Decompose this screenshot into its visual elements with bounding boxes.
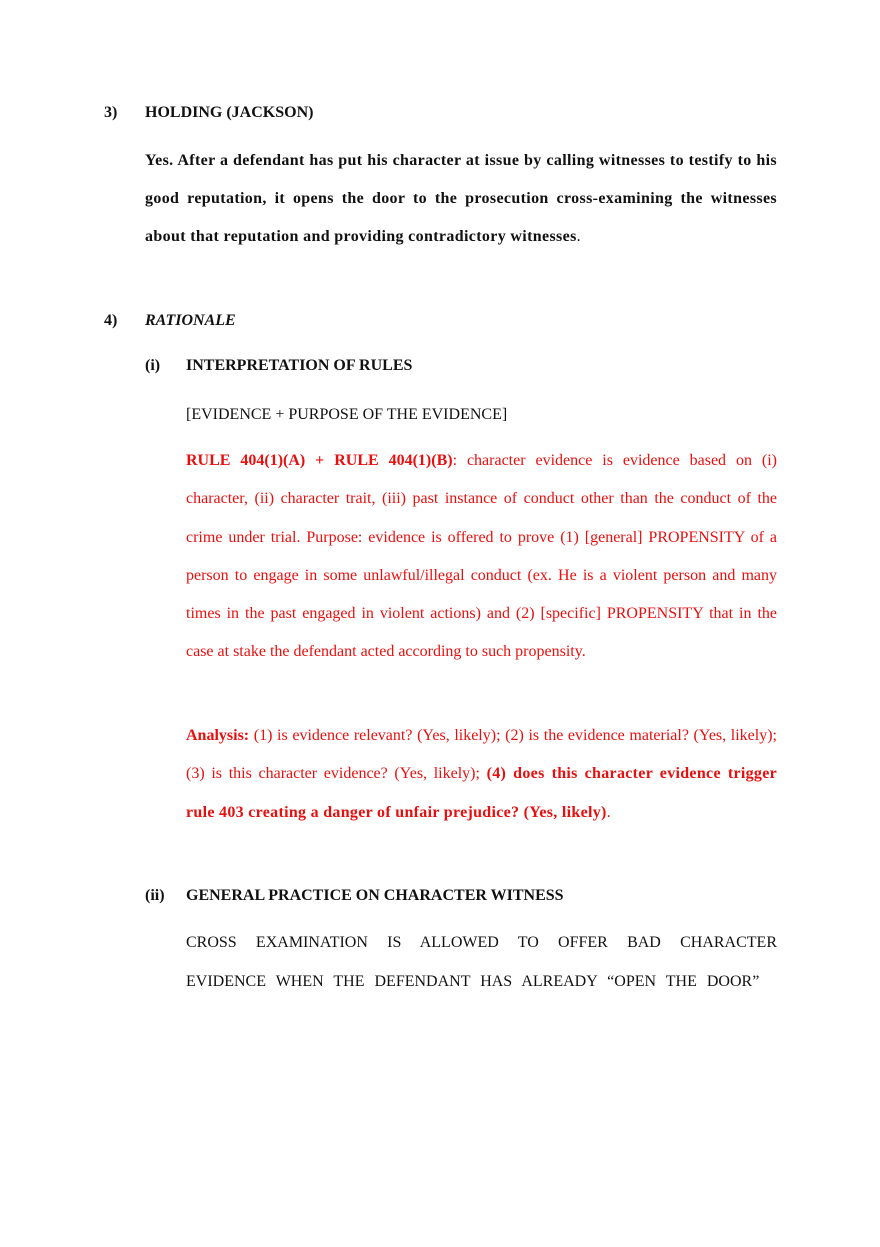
general-practice-paragraph: CROSS EXAMINATION IS ALLOWED TO OFFER BAD CHARACTER EVIDENCE WHEN THE DEFENDANT HAS ALREADY “OPEN THE DOOR”	[186, 934, 777, 990]
subsection-number-i: (i)	[145, 357, 161, 374]
section-heading-rationale: RATIONALE	[145, 312, 236, 329]
rule-404-text: : character evidence is evidence based on (i) character, (ii) character trait, (iii) past instance of conduct other than the conduct of the crime under trial. Purpose: evidence is offered to prove (1) [general] PROPENSITY of a person to engage in some unlawful/illegal conduct (ex. He is a violent person and many times in the past engaged in violent actions) and (2) [specific] PROPENSITY that in the case at stake the defendant acted according to such propensity.	[186, 452, 778, 661]
rule-404-paragraph	[186, 442, 777, 672]
holding-period: .	[576, 228, 582, 246]
bracket-note: [EVIDENCE + PURPOSE OF THE EVIDENCE]	[186, 406, 508, 423]
section-number-4: 4)	[104, 312, 118, 329]
holding-paragraph	[145, 142, 777, 257]
analysis-paragraph	[186, 717, 777, 832]
analysis-period: .	[606, 803, 611, 821]
analysis-lead: Analysis:	[186, 727, 250, 744]
subsection-number-ii: (ii)	[145, 887, 165, 904]
holding-text: Yes. After a defendant has put his character at issue by calling witnesses to testify to his good reputation, it opens the door to the prosecution cross-examining the witnesses about that reputation and providing contradictory witnesses	[145, 152, 777, 246]
section-heading-holding: HOLDING (JACKSON)	[145, 104, 314, 121]
analysis-text: (1) is evidence relevant? (Yes, likely); (2) is the evidence material? (Yes, likely); (3) is this character evidence? (Yes, likely);	[186, 727, 777, 783]
subsection-heading-interpretation: INTERPRETATION OF RULES	[186, 357, 413, 374]
analysis-bold-tail: (4) does this character evidence trigger rule 403 creating a danger of unfair prejudice? (Yes, likely)	[186, 765, 778, 821]
rule-404-lead: RULE 404(1)(A) + RULE 404(1)(B)	[186, 452, 453, 469]
subsection-heading-general-practice: GENERAL PRACTICE ON CHARACTER WITNESS	[186, 887, 564, 904]
section-number-3: 3)	[104, 104, 118, 121]
